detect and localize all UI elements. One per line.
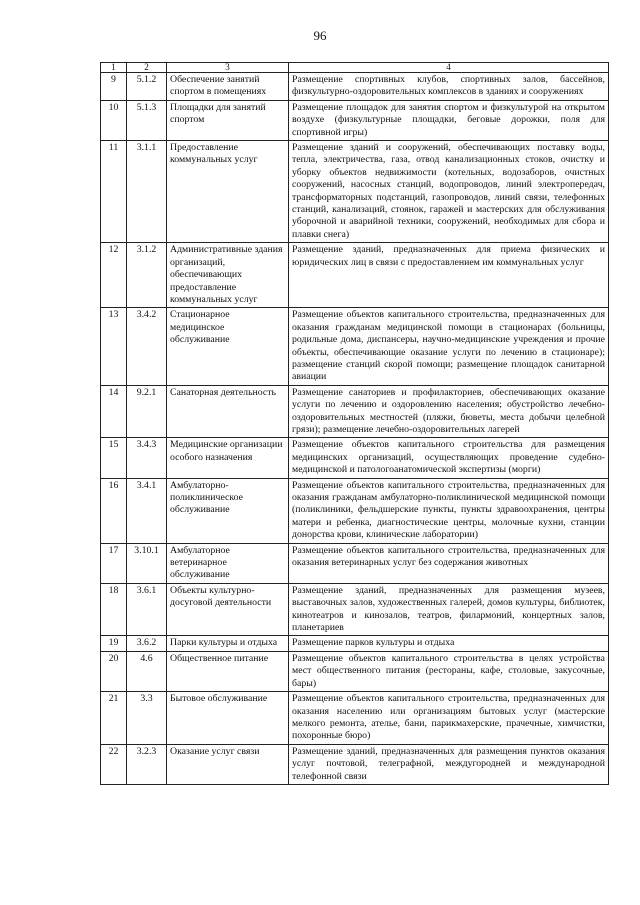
- row-code: 9.2.1: [127, 385, 167, 438]
- land-use-table: [100, 62, 609, 785]
- row-name: Медицинские организации особого назначения: [167, 438, 289, 478]
- table-row: [101, 744, 609, 784]
- row-name: Амбулаторно-поликлиническое обслуживание: [167, 478, 289, 543]
- row-name: Бытовое обслуживание: [167, 692, 289, 745]
- row-code: 3.3: [127, 692, 167, 745]
- row-number: 11: [101, 141, 127, 243]
- table-row: [101, 308, 609, 385]
- table-header-row: [101, 63, 609, 73]
- row-number: 22: [101, 744, 127, 784]
- row-name: Объекты культурно-досуговой деятельности: [167, 583, 289, 636]
- table-row: [101, 385, 609, 438]
- header-cell-3: 3: [167, 63, 289, 73]
- row-number: 20: [101, 651, 127, 691]
- row-description: Размещение объектов капитального строительства, предназначенных для оказания гражданам медицинской помощи в стационарах (больницы, родильные дома, диспансеры, научно-медицинские учреждения и прочие объекты, обеспечивающие оказание услуги по лечению в стационаре); размещение станций скорой помощи; размещение площадок санитарной авиации: [289, 308, 609, 385]
- row-name: Стационарное медицинское обслуживание: [167, 308, 289, 385]
- header-cell-4: 4: [289, 63, 609, 73]
- row-description: Размещение объектов капитального строительства, предназначенных для оказания ветеринарных услуг без содержания животных: [289, 543, 609, 583]
- row-description: Размещение объектов капитального строительства, предназначенных для оказания гражданам амбулаторно-поликлинической медицинской помощи (поликлиники, фельдшерские пункты, пункты здравоохранения, центры матери и ребенка, диагностические центры, молочные кухни, станции донорства крови, клинические лаборатории): [289, 478, 609, 543]
- table-row: [101, 243, 609, 308]
- row-number: 12: [101, 243, 127, 308]
- row-description: Размещение объектов капитального строительства, предназначенных для оказания населению или организациям бытовых услуг (мастерские мелкого ремонта, ателье, бани, парикмахерские, прачечные, химчистки, похоронные бюро): [289, 692, 609, 745]
- table-row: [101, 543, 609, 583]
- row-description: Размещение объектов капитального строительства для размещения медицинских организаций, осуществляющих проведение судебно-медицинской и патологоанатомической экспертизы (морги): [289, 438, 609, 478]
- row-name: Площадки для занятий спортом: [167, 100, 289, 140]
- page-number: 96: [313, 28, 327, 43]
- row-description: Размещение зданий и сооружений, обеспечивающих поставку воды, тепла, электричества, газа, отвод канализационных стоков, очистку и уборку объектов недвижимости (котельных, водозаборов, очистных сооружений, насосных станций, водопроводов, линий электропередач, трансформаторных подстанций, газопроводов, линий связи, телефонных станций, канализаций, стоянок, гаражей и мастерских для обслуживания уборочной и аварийной техники, сооружений, необходимых для сбора и плавки снега): [289, 141, 609, 243]
- row-number: 10: [101, 100, 127, 140]
- table-row: [101, 583, 609, 636]
- row-number: 13: [101, 308, 127, 385]
- row-description: Размещение площадок для занятия спортом и физкультурой на открытом воздухе (физкультурные площадки, беговые дорожки, поля для спортивной игры): [289, 100, 609, 140]
- row-name: Административные здания организаций, обеспечивающих предоставление коммунальных услуг: [167, 243, 289, 308]
- table-row: [101, 141, 609, 243]
- row-number: 18: [101, 583, 127, 636]
- row-name: Обеспечение занятий спортом в помещениях: [167, 73, 289, 101]
- row-name: Оказание услуг связи: [167, 744, 289, 784]
- row-description: Размещение объектов капитального строительства в целях устройства мест общественного питания (рестораны, кафе, столовые, закусочные, бары): [289, 651, 609, 691]
- row-code: 3.4.1: [127, 478, 167, 543]
- row-number: 16: [101, 478, 127, 543]
- row-description: Размещение зданий, предназначенных для размещения музеев, выставочных залов, художественных галерей, домов культуры, библиотек, кинотеатров и кинозалов, театров, филармоний, концертных залов, планетариев: [289, 583, 609, 636]
- row-number: 17: [101, 543, 127, 583]
- row-number: 19: [101, 636, 127, 651]
- row-name: Общественное питание: [167, 651, 289, 691]
- row-name: Амбулаторное ветеринарное обслуживание: [167, 543, 289, 583]
- row-description: Размещение санаториев и профилакториев, обеспечивающих оказание услуги по лечению и оздоровлению населения; обустройство лечебно-оздоровительных местностей (пляжи, бюветы, места добычи целебной грязи); размещение лечебно-оздоровительных лагерей: [289, 385, 609, 438]
- row-name: Предоставление коммунальных услуг: [167, 141, 289, 243]
- row-code: 3.1.1: [127, 141, 167, 243]
- row-number: 15: [101, 438, 127, 478]
- row-code: 3.6.2: [127, 636, 167, 651]
- table-row: [101, 100, 609, 140]
- row-name: Санаторная деятельность: [167, 385, 289, 438]
- row-code: 3.6.1: [127, 583, 167, 636]
- header-cell-2: 2: [127, 63, 167, 73]
- row-code: 3.1.2: [127, 243, 167, 308]
- table-row: [101, 636, 609, 651]
- table-row: [101, 651, 609, 691]
- table-row: [101, 438, 609, 478]
- row-code: 3.10.1: [127, 543, 167, 583]
- row-description: Размещение спортивных клубов, спортивных залов, бассейнов, физкультурно-оздоровительных комплексов в зданиях и сооружениях: [289, 73, 609, 101]
- row-code: 3.4.2: [127, 308, 167, 385]
- row-description: Размещение зданий, предназначенных для размещения пунктов оказания услуг почтовой, телеграфной, междугородней и международной телефонной связи: [289, 744, 609, 784]
- table-row: [101, 692, 609, 745]
- row-code: 4.6: [127, 651, 167, 691]
- row-description: Размещение зданий, предназначенных для приема физических и юридических лиц в связи с предоставлением им коммунальных услуг: [289, 243, 609, 308]
- row-code: 3.4.3: [127, 438, 167, 478]
- row-code: 5.1.3: [127, 100, 167, 140]
- row-number: 9: [101, 73, 127, 101]
- row-code: 3.2.3: [127, 744, 167, 784]
- table-row: [101, 73, 609, 101]
- row-name: Парки культуры и отдыха: [167, 636, 289, 651]
- header-cell-1: 1: [101, 63, 127, 73]
- table-row: [101, 478, 609, 543]
- row-description: Размещение парков культуры и отдыха: [289, 636, 609, 651]
- row-number: 14: [101, 385, 127, 438]
- row-number: 21: [101, 692, 127, 745]
- row-code: 5.1.2: [127, 73, 167, 101]
